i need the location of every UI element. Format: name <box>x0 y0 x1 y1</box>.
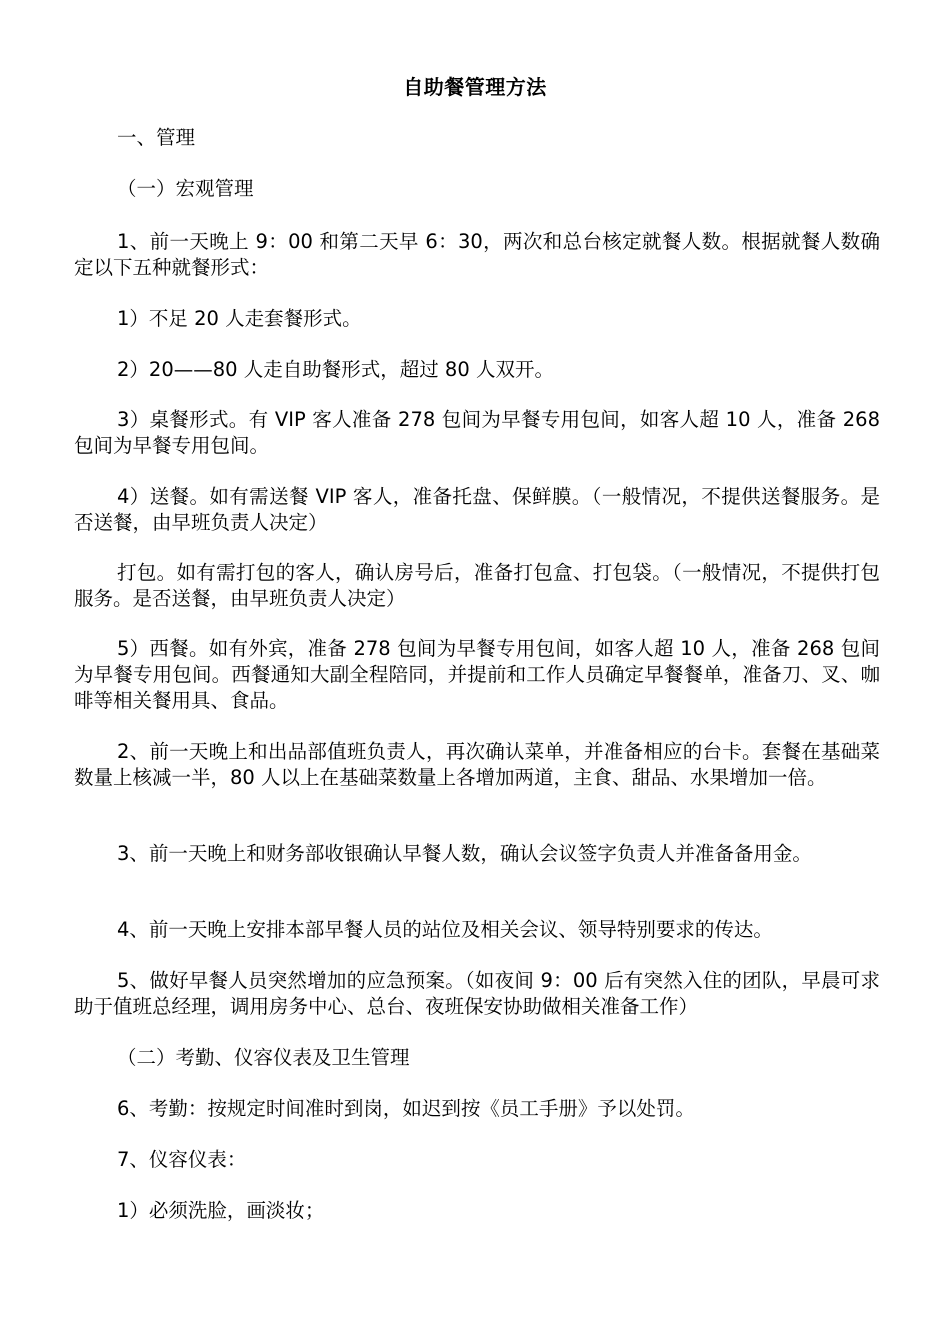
paragraph-subitem-4: 4）送餐。如有需送餐 VIP 客人，准备托盘、保鲜膜。（一般情况，不提供送餐服务。是否送餐，由早班负责人决定） <box>74 485 880 534</box>
subsection-heading-attendance: （二）考勤、仪容仪表及卫生管理 <box>117 1046 410 1069</box>
paragraph-item-4: 4、前一天晚上安排本部早餐人员的站位及相关会议、领导特别要求的传达。 <box>117 918 773 941</box>
subsection-heading-macro: （一）宏观管理 <box>117 177 254 200</box>
document-title: 自助餐管理方法 <box>403 75 547 99</box>
section-heading-management: 一、管理 <box>117 126 196 149</box>
paragraph-item-5: 5、做好早餐人员突然增加的应急预案。（如夜间 9：00 后有突然入住的团队，早晨可求助于值班总经理，调用房务中心、总台、夜班保安协助做相关准备工作） <box>74 969 880 1018</box>
paragraph-item-3: 3、前一天晚上和财务部收银确认早餐人数，确认会议签字负责人并准备备用金。 <box>117 842 812 865</box>
paragraph-subitem-3: 3）桌餐形式。有 VIP 客人准备 278 包间为早餐专用包间，如客人超 10 人，准备 268 包间为早餐专用包间。 <box>74 408 880 457</box>
paragraph-subitem-2: 2）20——80 人走自助餐形式，超过 80 人双开。 <box>117 358 554 381</box>
paragraph-item-1: 1、前一天晚上 9：00 和第二天早 6：30，两次和总台核定就餐人数。根据就餐人数确定以下五种就餐形式： <box>74 230 880 279</box>
paragraph-item-2: 2、前一天晚上和出品部值班负责人，再次确认菜单，并准备相应的台卡。套餐在基础菜数量上核减一半，80 人以上在基础菜数量上各增加两道，主食、甜品、水果增加一倍。 <box>74 740 880 789</box>
paragraph-subitem-5: 5）西餐。如有外宾，准备 278 包间为早餐专用包间，如客人超 10 人，准备 268 包间为早餐专用包间。西餐通知大副全程陪同，并提前和工作人员确定早餐餐单，准备刀、叉、咖啡等相关餐用具、食品。 <box>74 637 880 712</box>
paragraph-item-6: 6、考勤：按规定时间准时到岗，如迟到按《员工手册》予以处罚。 <box>117 1097 695 1120</box>
paragraph-subitem-1: 1）不足 20 人走套餐形式。 <box>117 307 362 330</box>
paragraph-grooming-1: 1）必须洗脸，画淡妆； <box>117 1199 325 1222</box>
paragraph-item-7: 7、仪容仪表： <box>117 1148 247 1171</box>
paragraph-packing: 打包。如有需打包的客人，确认房号后，准备打包盒、打包袋。（一般情况，不提供打包服务。是否送餐，由早班负责人决定） <box>74 561 880 610</box>
